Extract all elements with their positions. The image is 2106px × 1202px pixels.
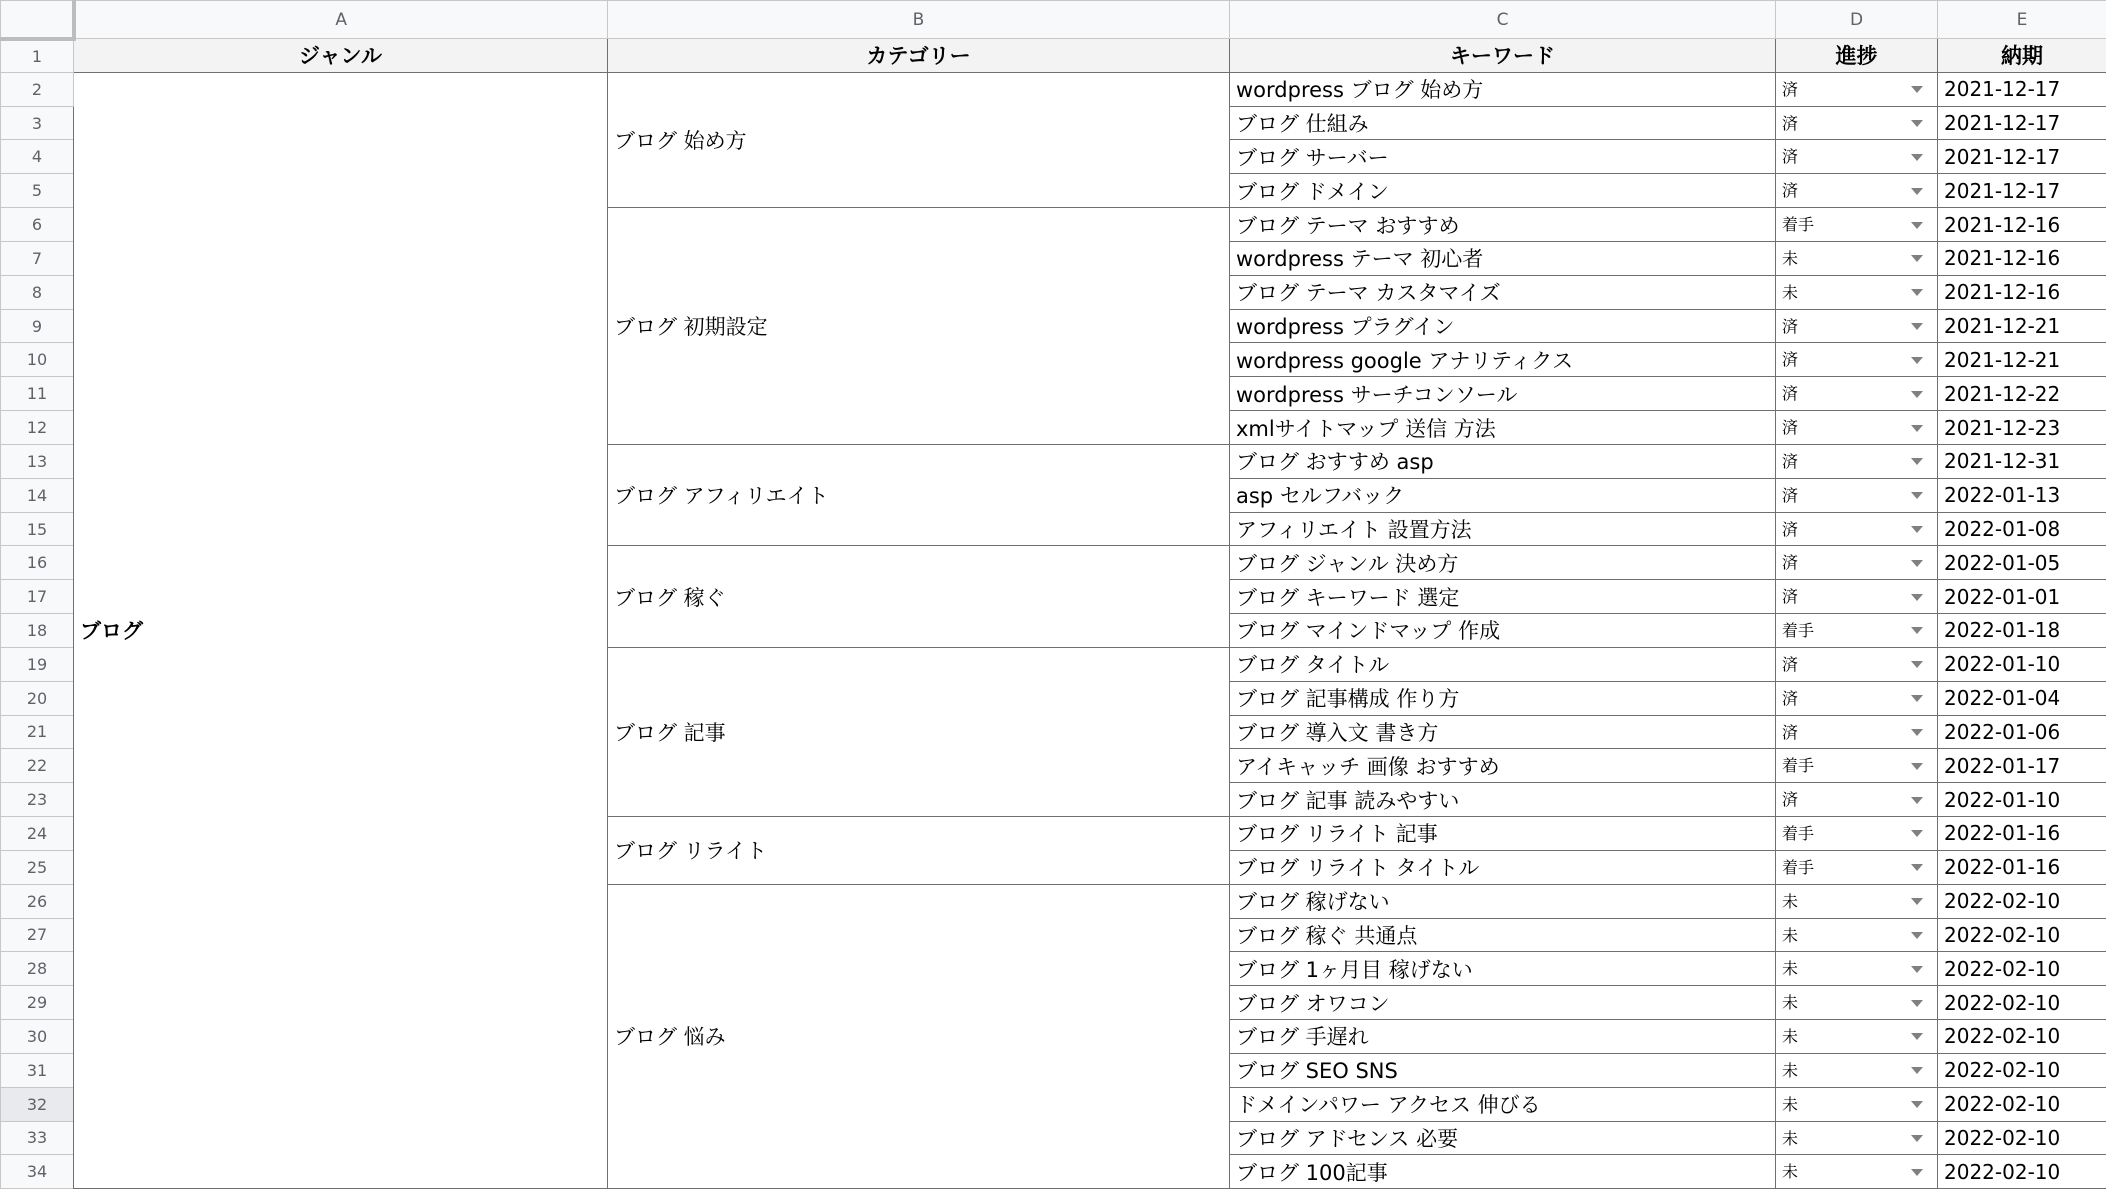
row-header[interactable]: 12 xyxy=(1,411,74,445)
dropdown-arrow-icon[interactable] xyxy=(1911,1169,1923,1176)
progress-value: 済 xyxy=(1782,316,1799,336)
progress-dropdown-cell[interactable] xyxy=(1776,580,1938,614)
dropdown-arrow-icon[interactable] xyxy=(1911,1000,1923,1007)
keyword-cell[interactable]: ドメインパワー アクセス 伸びる xyxy=(1230,1087,1776,1121)
dropdown-arrow-icon[interactable] xyxy=(1911,763,1923,770)
deadline-cell[interactable]: 2021-12-16 xyxy=(1938,275,2106,309)
dropdown-arrow-icon[interactable] xyxy=(1911,661,1923,668)
progress-value: 未 xyxy=(1782,993,1799,1013)
progress-dropdown-cell[interactable] xyxy=(1776,986,1938,1020)
progress-dropdown-cell[interactable] xyxy=(1776,749,1938,783)
progress-dropdown-cell[interactable] xyxy=(1776,1087,1938,1121)
progress-dropdown-cell[interactable] xyxy=(1776,817,1938,851)
dropdown-arrow-icon[interactable] xyxy=(1911,425,1923,432)
progress-dropdown-cell[interactable] xyxy=(1776,208,1938,242)
row-header[interactable]: 10 xyxy=(1,343,74,377)
progress-dropdown-cell[interactable] xyxy=(1776,715,1938,749)
progress-dropdown-cell[interactable] xyxy=(1776,850,1938,884)
dropdown-arrow-icon[interactable] xyxy=(1911,289,1923,296)
row-header[interactable]: 16 xyxy=(1,546,74,580)
dropdown-arrow-icon[interactable] xyxy=(1911,255,1923,262)
keyword-cell[interactable]: wordpress ブログ 始め方 xyxy=(1230,72,1776,106)
progress-dropdown-cell[interactable] xyxy=(1776,1053,1938,1087)
deadline-cell[interactable]: 2022-01-16 xyxy=(1938,817,2106,851)
progress-dropdown-cell[interactable] xyxy=(1776,241,1938,275)
progress-dropdown-cell[interactable] xyxy=(1776,1121,1938,1155)
keyword-cell[interactable]: ブログ キーワード 選定 xyxy=(1230,580,1776,614)
progress-dropdown-cell[interactable] xyxy=(1776,343,1938,377)
progress-value: 未 xyxy=(1782,1162,1799,1182)
progress-dropdown-cell[interactable] xyxy=(1776,1020,1938,1054)
row-header[interactable]: 4 xyxy=(1,140,74,174)
row-header[interactable]: 33 xyxy=(1,1121,74,1155)
row-header[interactable]: 7 xyxy=(1,241,74,275)
keyword-cell[interactable]: ブログ リライト 記事 xyxy=(1230,817,1776,851)
keyword-cell[interactable]: ブログ 手遅れ xyxy=(1230,1020,1776,1054)
row-header[interactable]: 22 xyxy=(1,749,74,783)
dropdown-arrow-icon[interactable] xyxy=(1911,458,1923,465)
dropdown-arrow-icon[interactable] xyxy=(1911,1033,1923,1040)
grid-body xyxy=(1,39,2106,1189)
header-cell-progress[interactable]: 進捗 xyxy=(1776,39,1938,73)
progress-dropdown-cell[interactable] xyxy=(1776,72,1938,106)
progress-value: 未 xyxy=(1782,1027,1799,1047)
row-header[interactable]: 15 xyxy=(1,512,74,546)
row-header[interactable]: 20 xyxy=(1,681,74,715)
keyword-cell[interactable]: ブログ 100記事 xyxy=(1230,1155,1776,1189)
keyword-cell[interactable]: ブログ 稼げない xyxy=(1230,884,1776,918)
progress-value: 済 xyxy=(1782,350,1799,370)
deadline-cell[interactable]: 2022-01-13 xyxy=(1938,478,2106,512)
deadline-cell[interactable]: 2021-12-22 xyxy=(1938,377,2106,411)
progress-dropdown-cell[interactable] xyxy=(1776,140,1938,174)
progress-dropdown-cell[interactable] xyxy=(1776,174,1938,208)
dropdown-arrow-icon[interactable] xyxy=(1911,120,1923,127)
row-header[interactable]: 32 xyxy=(1,1087,74,1121)
column-header-b[interactable]: B xyxy=(608,1,1230,39)
deadline-cell[interactable]: 2022-01-10 xyxy=(1938,647,2106,681)
keyword-cell[interactable]: wordpress google アナリティクス xyxy=(1230,343,1776,377)
progress-dropdown-cell[interactable] xyxy=(1776,1155,1938,1189)
keyword-cell[interactable]: アイキャッチ 画像 おすすめ xyxy=(1230,749,1776,783)
deadline-cell[interactable]: 2022-02-10 xyxy=(1938,1053,2106,1087)
row-header[interactable]: 28 xyxy=(1,952,74,986)
keyword-cell[interactable]: ブログ ドメイン xyxy=(1230,174,1776,208)
category-cell[interactable]: ブログ 悩み xyxy=(608,884,1230,1188)
deadline-cell[interactable]: 2021-12-17 xyxy=(1938,174,2106,208)
progress-value: 未 xyxy=(1782,1060,1799,1080)
dropdown-arrow-icon[interactable] xyxy=(1911,526,1923,533)
column-header-row xyxy=(1,1,2106,39)
dropdown-arrow-icon[interactable] xyxy=(1911,1101,1923,1108)
keyword-cell[interactable]: ブログ 仕組み xyxy=(1230,106,1776,140)
keyword-cell[interactable]: ブログ 記事構成 作り方 xyxy=(1230,681,1776,715)
progress-value: 未 xyxy=(1782,1094,1799,1114)
row-header[interactable]: 13 xyxy=(1,444,74,478)
deadline-cell[interactable]: 2022-01-10 xyxy=(1938,783,2106,817)
row-header[interactable]: 23 xyxy=(1,783,74,817)
progress-dropdown-cell[interactable] xyxy=(1776,783,1938,817)
progress-dropdown-cell[interactable] xyxy=(1776,952,1938,986)
progress-dropdown-cell[interactable] xyxy=(1776,411,1938,445)
keyword-cell[interactable]: xmlサイトマップ 送信 方法 xyxy=(1230,411,1776,445)
keyword-cell[interactable]: ブログ マインドマップ 作成 xyxy=(1230,614,1776,648)
deadline-cell[interactable]: 2022-01-08 xyxy=(1938,512,2106,546)
dropdown-arrow-icon[interactable] xyxy=(1911,898,1923,905)
progress-value: 未 xyxy=(1782,925,1799,945)
progress-dropdown-cell[interactable] xyxy=(1776,106,1938,140)
row-header[interactable]: 2 xyxy=(1,72,74,106)
deadline-cell[interactable]: 2021-12-17 xyxy=(1938,106,2106,140)
deadline-cell[interactable]: 2022-02-10 xyxy=(1938,986,2106,1020)
row-header[interactable]: 24 xyxy=(1,817,74,851)
deadline-cell[interactable]: 2022-01-17 xyxy=(1938,749,2106,783)
row-header[interactable]: 19 xyxy=(1,647,74,681)
row-header[interactable]: 21 xyxy=(1,715,74,749)
progress-dropdown-cell[interactable] xyxy=(1776,309,1938,343)
progress-value: 済 xyxy=(1782,147,1799,167)
deadline-cell[interactable]: 2021-12-17 xyxy=(1938,72,2106,106)
keyword-cell[interactable]: アフィリエイト 設置方法 xyxy=(1230,512,1776,546)
column-header-d[interactable]: D xyxy=(1776,1,1938,39)
progress-value: 済 xyxy=(1782,485,1799,505)
deadline-cell[interactable]: 2022-02-10 xyxy=(1938,1020,2106,1054)
header-cell-deadline[interactable]: 納期 xyxy=(1938,39,2106,73)
row-header[interactable]: 31 xyxy=(1,1053,74,1087)
category-cell[interactable]: ブログ 始め方 xyxy=(608,72,1230,207)
progress-value: 済 xyxy=(1782,722,1799,742)
keyword-cell[interactable]: wordpress プラグイン xyxy=(1230,309,1776,343)
progress-value: 済 xyxy=(1782,519,1799,539)
row-header[interactable]: 6 xyxy=(1,208,74,242)
row-header[interactable]: 1 xyxy=(1,39,74,73)
keyword-cell[interactable]: ブログ サーバー xyxy=(1230,140,1776,174)
keyword-cell[interactable]: ブログ 稼ぐ 共通点 xyxy=(1230,918,1776,952)
category-cell[interactable]: ブログ 記事 xyxy=(608,647,1230,816)
deadline-cell[interactable]: 2021-12-21 xyxy=(1938,343,2106,377)
dropdown-arrow-icon[interactable] xyxy=(1911,830,1923,837)
keyword-cell[interactable]: ブログ テーマ カスタマイズ xyxy=(1230,275,1776,309)
deadline-cell[interactable]: 2022-01-05 xyxy=(1938,546,2106,580)
deadline-cell[interactable]: 2022-02-10 xyxy=(1938,1155,2106,1189)
row-header[interactable]: 17 xyxy=(1,580,74,614)
progress-value: 未 xyxy=(1782,282,1799,302)
row-header[interactable]: 18 xyxy=(1,614,74,648)
keyword-cell[interactable]: ブログ SEO SNS xyxy=(1230,1053,1776,1087)
dropdown-arrow-icon[interactable] xyxy=(1911,1135,1923,1142)
dropdown-arrow-icon[interactable] xyxy=(1911,154,1923,161)
dropdown-arrow-icon[interactable] xyxy=(1911,966,1923,973)
progress-dropdown-cell[interactable] xyxy=(1776,275,1938,309)
deadline-cell[interactable]: 2022-02-10 xyxy=(1938,952,2106,986)
deadline-cell[interactable]: 2021-12-16 xyxy=(1938,241,2106,275)
keyword-cell[interactable]: wordpress サーチコンソール xyxy=(1230,377,1776,411)
column-header-c[interactable]: C xyxy=(1230,1,1776,39)
keyword-cell[interactable]: ブログ ジャンル 決め方 xyxy=(1230,546,1776,580)
dropdown-arrow-icon[interactable] xyxy=(1911,627,1923,634)
progress-value: 済 xyxy=(1782,384,1799,404)
dropdown-arrow-icon[interactable] xyxy=(1911,492,1923,499)
progress-dropdown-cell[interactable] xyxy=(1776,681,1938,715)
category-cell[interactable]: ブログ 稼ぐ xyxy=(608,546,1230,647)
progress-value: 着手 xyxy=(1782,824,1815,844)
row-header[interactable]: 9 xyxy=(1,309,74,343)
header-cell-keyword[interactable]: キーワード xyxy=(1230,39,1776,73)
progress-value: 着手 xyxy=(1782,756,1815,776)
progress-dropdown-cell[interactable] xyxy=(1776,377,1938,411)
row-header[interactable]: 25 xyxy=(1,850,74,884)
deadline-cell[interactable]: 2022-01-04 xyxy=(1938,681,2106,715)
dropdown-arrow-icon[interactable] xyxy=(1911,797,1923,804)
keyword-cell[interactable]: ブログ おすすめ asp xyxy=(1230,444,1776,478)
deadline-cell[interactable]: 2022-02-10 xyxy=(1938,884,2106,918)
dropdown-arrow-icon[interactable] xyxy=(1911,864,1923,871)
dropdown-arrow-icon[interactable] xyxy=(1911,729,1923,736)
progress-value: 未 xyxy=(1782,959,1799,979)
keyword-cell[interactable]: ブログ リライト タイトル xyxy=(1230,850,1776,884)
dropdown-arrow-icon[interactable] xyxy=(1911,357,1923,364)
row-header[interactable]: 8 xyxy=(1,275,74,309)
progress-dropdown-cell[interactable] xyxy=(1776,546,1938,580)
deadline-cell[interactable]: 2022-01-06 xyxy=(1938,715,2106,749)
keyword-cell[interactable]: ブログ 導入文 書き方 xyxy=(1230,715,1776,749)
dropdown-arrow-icon[interactable] xyxy=(1911,594,1923,601)
progress-value: 済 xyxy=(1782,79,1799,99)
genre-cell[interactable]: ブログ xyxy=(74,72,608,1188)
dropdown-arrow-icon[interactable] xyxy=(1911,932,1923,939)
progress-value: 未 xyxy=(1782,891,1799,911)
deadline-cell[interactable]: 2021-12-23 xyxy=(1938,411,2106,445)
deadline-cell[interactable]: 2021-12-16 xyxy=(1938,208,2106,242)
row-header[interactable]: 11 xyxy=(1,377,74,411)
keyword-cell[interactable]: ブログ オワコン xyxy=(1230,986,1776,1020)
dropdown-arrow-icon[interactable] xyxy=(1911,695,1923,702)
dropdown-arrow-icon[interactable] xyxy=(1911,86,1923,93)
column-header-a[interactable]: A xyxy=(74,1,608,39)
header-cell-genre[interactable]: ジャンル xyxy=(74,39,608,73)
keyword-cell[interactable]: ブログ 1ヶ月目 稼げない xyxy=(1230,952,1776,986)
progress-dropdown-cell[interactable] xyxy=(1776,647,1938,681)
deadline-cell[interactable]: 2022-01-01 xyxy=(1938,580,2106,614)
keyword-cell[interactable]: asp セルフバック xyxy=(1230,478,1776,512)
keyword-cell[interactable]: ブログ テーマ おすすめ xyxy=(1230,208,1776,242)
progress-value: 未 xyxy=(1782,248,1799,268)
deadline-cell[interactable]: 2021-12-21 xyxy=(1938,309,2106,343)
deadline-cell[interactable]: 2021-12-31 xyxy=(1938,444,2106,478)
deadline-cell[interactable]: 2022-02-10 xyxy=(1938,918,2106,952)
deadline-cell[interactable]: 2022-02-10 xyxy=(1938,1121,2106,1155)
keyword-cell[interactable]: ブログ 記事 読みやすい xyxy=(1230,783,1776,817)
progress-value: 済 xyxy=(1782,790,1799,810)
progress-value: 済 xyxy=(1782,418,1799,438)
progress-dropdown-cell[interactable] xyxy=(1776,918,1938,952)
progress-value: 済 xyxy=(1782,451,1799,471)
dropdown-arrow-icon[interactable] xyxy=(1911,560,1923,567)
deadline-cell[interactable]: 2022-02-10 xyxy=(1938,1087,2106,1121)
column-header-e[interactable]: E xyxy=(1938,1,2106,39)
dropdown-arrow-icon[interactable] xyxy=(1911,222,1923,229)
progress-dropdown-cell[interactable] xyxy=(1776,884,1938,918)
progress-value: 未 xyxy=(1782,1128,1799,1148)
category-cell[interactable]: ブログ アフィリエイト xyxy=(608,444,1230,545)
progress-value: 済 xyxy=(1782,587,1799,607)
dropdown-arrow-icon[interactable] xyxy=(1911,323,1923,330)
row-header[interactable]: 5 xyxy=(1,174,74,208)
keyword-cell[interactable]: ブログ アドセンス 必要 xyxy=(1230,1121,1776,1155)
row-header[interactable]: 27 xyxy=(1,918,74,952)
row-header[interactable]: 14 xyxy=(1,478,74,512)
progress-dropdown-cell[interactable] xyxy=(1776,444,1938,478)
dropdown-arrow-icon[interactable] xyxy=(1911,188,1923,195)
keyword-cell[interactable]: ブログ タイトル xyxy=(1230,647,1776,681)
table-row xyxy=(1,72,2106,106)
dropdown-arrow-icon[interactable] xyxy=(1911,1067,1923,1074)
progress-value: 着手 xyxy=(1782,215,1815,235)
row-header[interactable]: 34 xyxy=(1,1155,74,1189)
dropdown-arrow-icon[interactable] xyxy=(1911,391,1923,398)
progress-value: 済 xyxy=(1782,654,1799,674)
progress-value: 済 xyxy=(1782,688,1799,708)
row-header[interactable]: 30 xyxy=(1,1020,74,1054)
row-header[interactable]: 29 xyxy=(1,986,74,1020)
deadline-cell[interactable]: 2022-01-18 xyxy=(1938,614,2106,648)
table-row xyxy=(1,39,2106,73)
row-header[interactable]: 3 xyxy=(1,106,74,140)
progress-value: 済 xyxy=(1782,181,1799,201)
category-cell[interactable]: ブログ 初期設定 xyxy=(608,208,1230,445)
progress-value: 済 xyxy=(1782,113,1799,133)
select-all-corner[interactable] xyxy=(1,1,74,39)
progress-dropdown-cell[interactable] xyxy=(1776,512,1938,546)
progress-dropdown-cell[interactable] xyxy=(1776,478,1938,512)
deadline-cell[interactable]: 2021-12-17 xyxy=(1938,140,2106,174)
progress-value: 済 xyxy=(1782,553,1799,573)
keyword-cell[interactable]: wordpress テーマ 初心者 xyxy=(1230,241,1776,275)
progress-value: 着手 xyxy=(1782,857,1815,877)
header-cell-category[interactable]: カテゴリー xyxy=(608,39,1230,73)
progress-dropdown-cell[interactable] xyxy=(1776,614,1938,648)
row-header[interactable]: 26 xyxy=(1,884,74,918)
progress-value: 着手 xyxy=(1782,621,1815,641)
deadline-cell[interactable]: 2022-01-16 xyxy=(1938,850,2106,884)
category-cell[interactable]: ブログ リライト xyxy=(608,817,1230,885)
